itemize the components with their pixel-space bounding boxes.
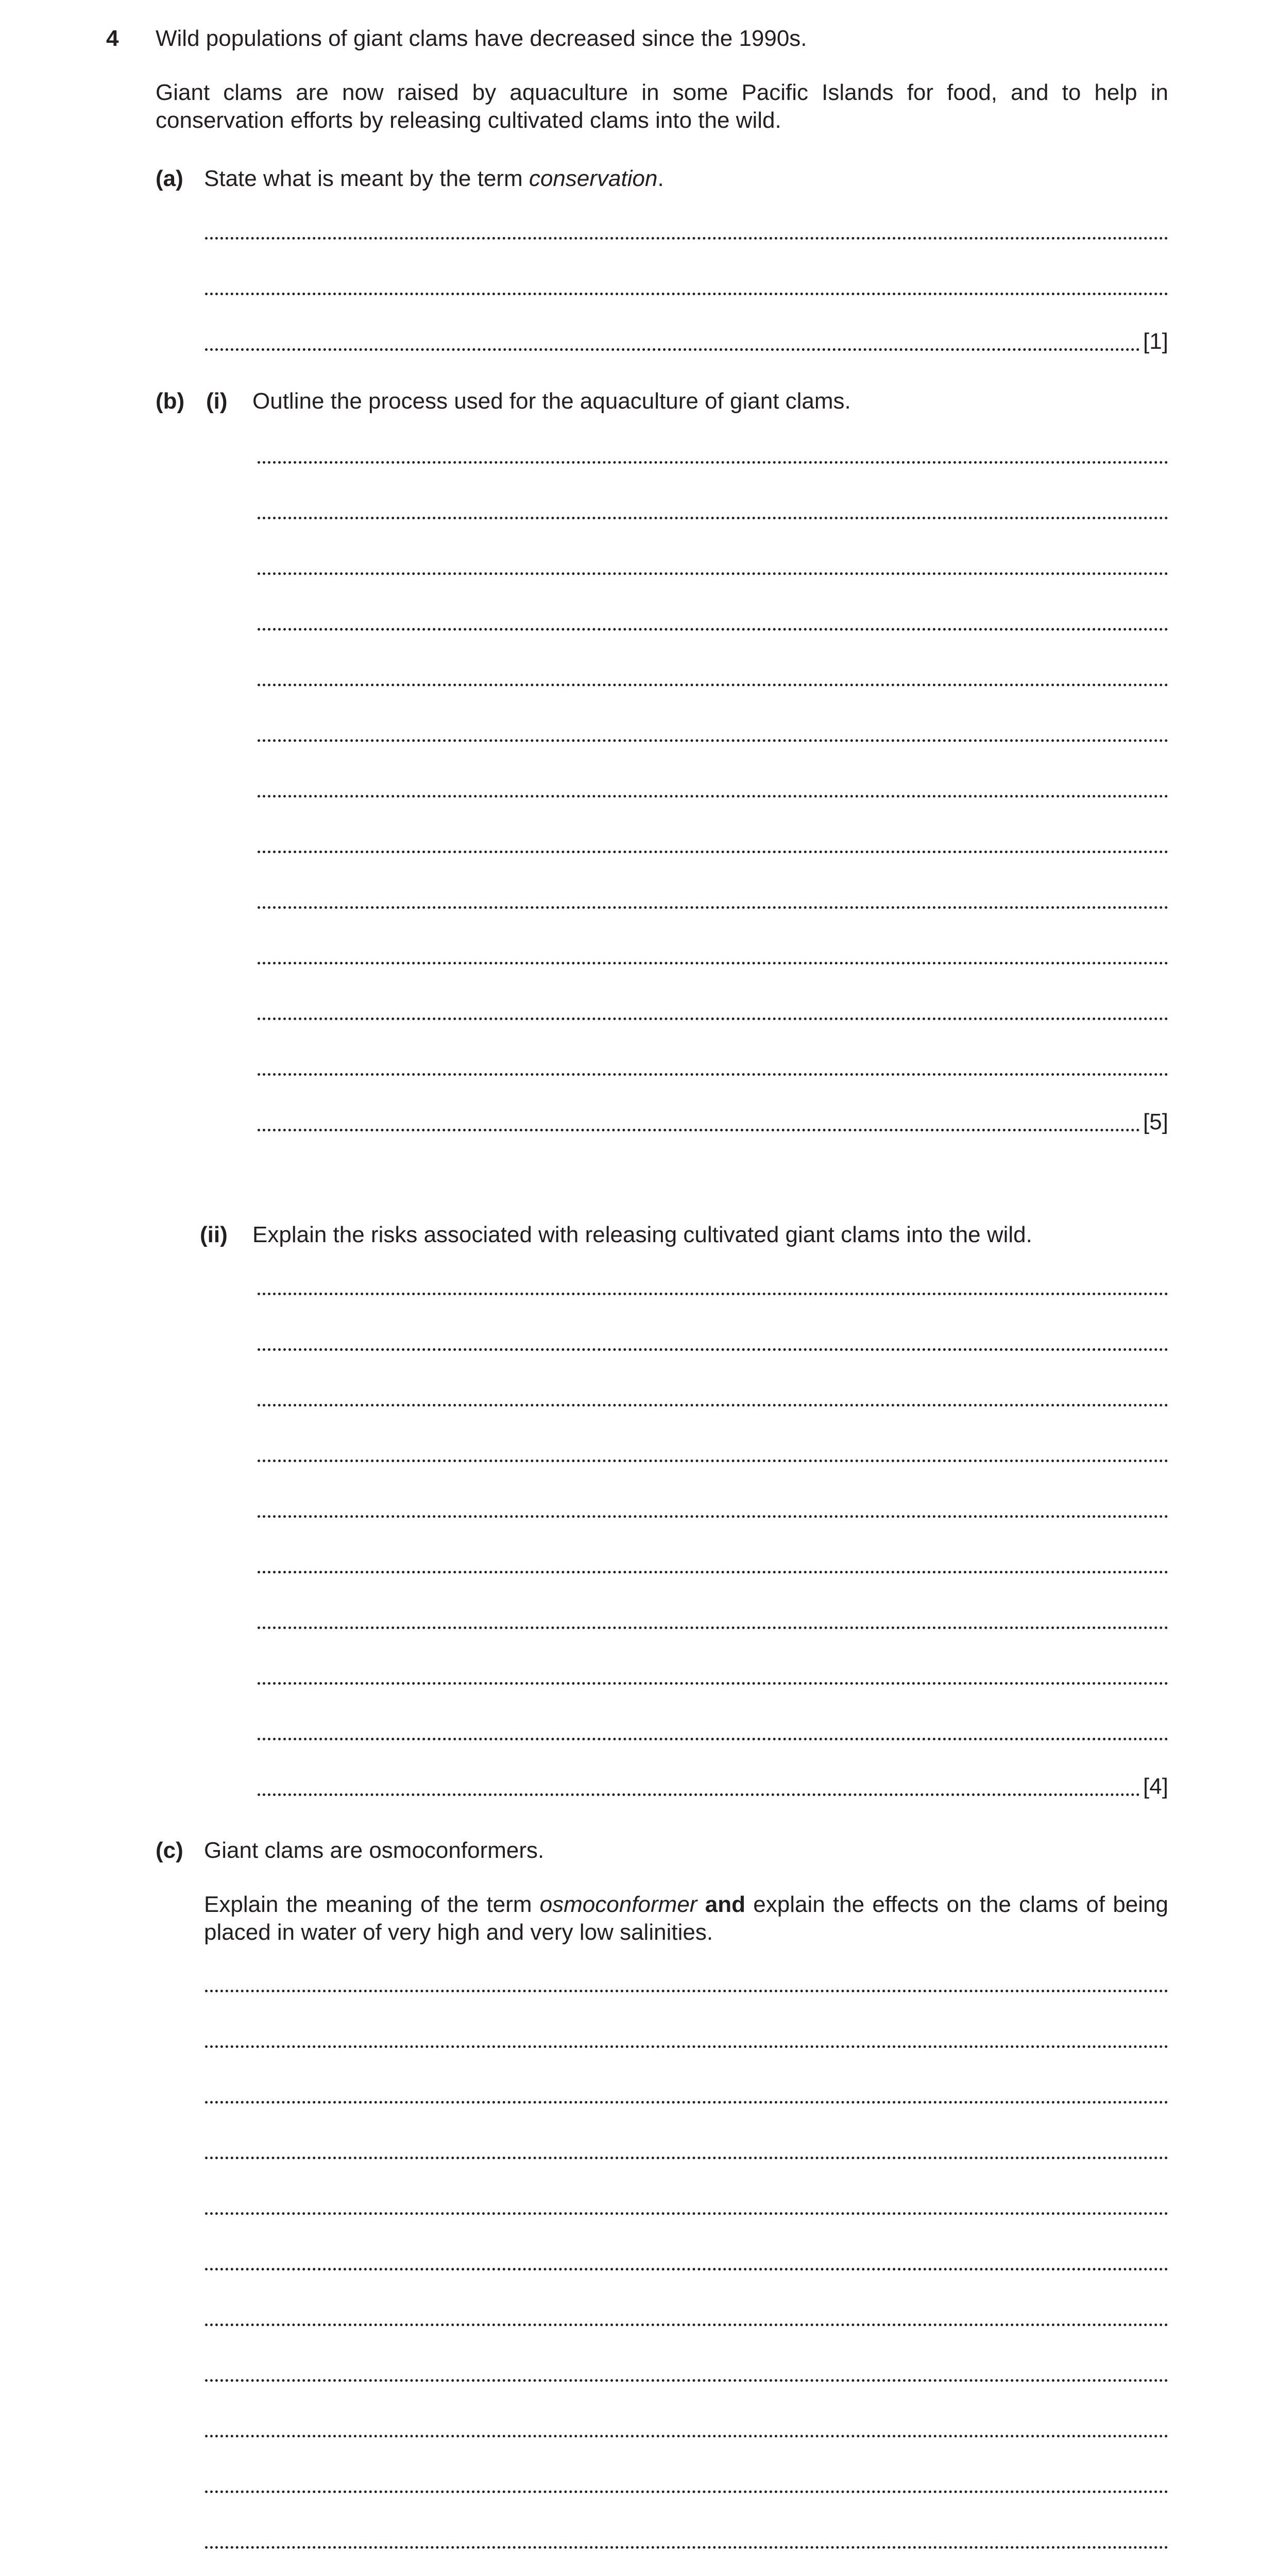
part-a-label: (a) — [156, 166, 183, 191]
answer-line[interactable] — [258, 795, 1168, 798]
answer-line[interactable] — [205, 2379, 1168, 2382]
part-c-and: and — [705, 1892, 745, 1917]
part-b-label: (b) — [156, 388, 185, 414]
part-b-i-label: (i) — [206, 388, 228, 414]
answer-line[interactable] — [258, 517, 1168, 519]
answer-line[interactable] — [205, 237, 1168, 240]
answer-line[interactable] — [258, 1460, 1168, 1462]
part-c-prompt: Explain the meaning of the term osmoconformer and explain the effects on the clams of being placed in water of very high and very low salinities. — [204, 1892, 1168, 1945]
part-b-ii-prompt: Explain the risks associated with releasing cultivated giant clams into the wild. — [252, 1222, 1032, 1247]
answer-line[interactable] — [205, 2546, 1168, 2549]
answer-line[interactable] — [258, 1404, 1168, 1406]
answer-line[interactable] — [258, 1626, 1168, 1629]
part-b-ii-marks: [4] — [1143, 1774, 1168, 1799]
answer-line[interactable] — [205, 293, 1168, 295]
answer-line[interactable] — [258, 572, 1168, 575]
answer-line[interactable] — [258, 1348, 1168, 1351]
answer-line[interactable] — [258, 628, 1168, 631]
part-c-statement: Giant clams are osmoconformers. — [204, 1838, 544, 1863]
answer-line[interactable] — [258, 1793, 1140, 1796]
part-a-prompt: State what is meant by the term conservation. — [204, 166, 664, 191]
part-c-term: osmoconformer — [539, 1892, 697, 1917]
answer-line[interactable] — [258, 1018, 1168, 1020]
answer-line[interactable] — [258, 1515, 1168, 1518]
answer-line[interactable] — [258, 1073, 1168, 1076]
question-number: 4 — [106, 26, 119, 51]
answer-line[interactable] — [205, 2101, 1168, 2104]
part-b-i-marks: [5] — [1143, 1109, 1168, 1134]
answer-line[interactable] — [205, 2157, 1168, 2159]
answer-line[interactable] — [205, 2490, 1168, 2493]
part-c-label: (c) — [156, 1838, 183, 1863]
question-context: Giant clams are now raised by aquaculture in some Pacific Islands for food, and to help in conservation efforts by releasing cultivated clams into the wild. — [156, 80, 1168, 133]
answer-line[interactable] — [258, 1129, 1140, 1131]
answer-line[interactable] — [205, 2212, 1168, 2215]
answer-line[interactable] — [205, 348, 1140, 351]
answer-line[interactable] — [258, 461, 1168, 464]
answer-line[interactable] — [205, 2045, 1168, 2048]
answer-line[interactable] — [258, 1738, 1168, 1740]
answer-line[interactable] — [258, 851, 1168, 853]
part-a-term: conservation — [529, 166, 658, 191]
answer-line[interactable] — [258, 1571, 1168, 1573]
answer-line[interactable] — [258, 962, 1168, 964]
answer-line[interactable] — [258, 1293, 1168, 1295]
part-b-ii-label: (ii) — [200, 1222, 228, 1247]
answer-line[interactable] — [258, 684, 1168, 686]
part-b-i-prompt: Outline the process used for the aquaculture of giant clams. — [252, 388, 851, 414]
answer-line[interactable] — [205, 1990, 1168, 1992]
answer-line[interactable] — [258, 906, 1168, 909]
question-intro: Wild populations of giant clams have decreased since the 1990s. — [156, 26, 807, 51]
part-a-marks: [1] — [1143, 329, 1168, 354]
answer-line[interactable] — [258, 1682, 1168, 1685]
answer-line[interactable] — [205, 2268, 1168, 2270]
answer-line[interactable] — [205, 2324, 1168, 2326]
answer-line[interactable] — [258, 739, 1168, 742]
answer-line[interactable] — [205, 2435, 1168, 2437]
